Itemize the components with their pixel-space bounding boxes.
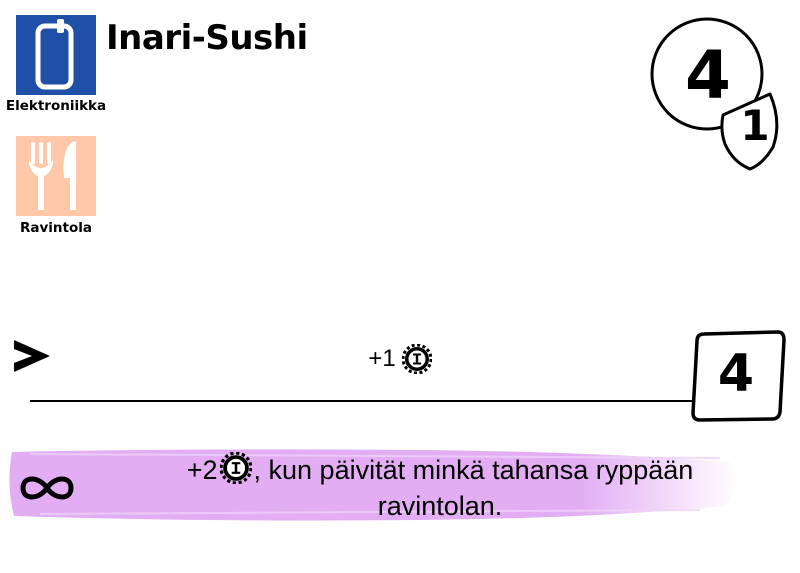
- upgrade-cost-value: 4: [717, 344, 755, 404]
- infinity-icon: [17, 468, 77, 508]
- tag-restaurant-badge: [16, 136, 96, 216]
- income-amount: +1: [368, 345, 396, 372]
- income-coin-icon: [220, 452, 252, 484]
- effect-description-line2: ravintolan.: [377, 491, 503, 521]
- tag-electronics-badge: [16, 15, 96, 95]
- income-value: [330, 344, 470, 374]
- effect-description: , kun päivität minkä tahansa ryppään: [253, 455, 694, 485]
- cost-sub-value: 1: [740, 101, 770, 150]
- tag-restaurant-label: Ravintola: [19, 220, 92, 236]
- card-title: Inari-Sushi: [106, 18, 308, 58]
- tag-electronics-label: Elektroniikka: [5, 98, 107, 114]
- mobile-phone-icon: [16, 15, 96, 95]
- chevron-right-icon: [10, 334, 54, 378]
- divider-line: [30, 400, 700, 402]
- fork-knife-icon: [16, 136, 96, 216]
- effect-amount: +2: [186, 455, 218, 485]
- effect-text: [120, 452, 760, 524]
- income-coin-icon: [402, 344, 432, 374]
- cost-value: 4: [685, 37, 731, 114]
